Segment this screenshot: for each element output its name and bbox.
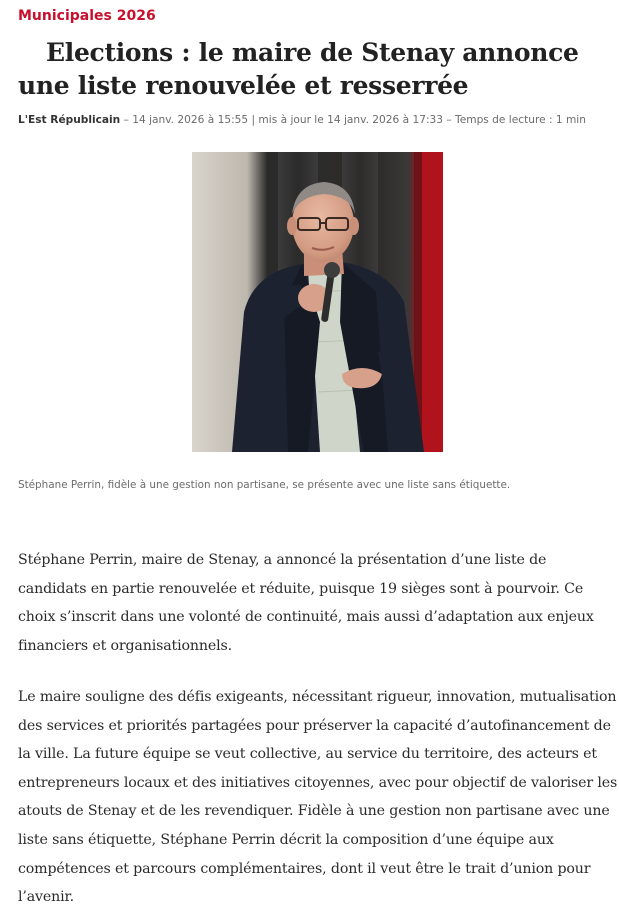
section-kicker[interactable]: Municipales 2026 bbox=[18, 8, 156, 24]
article-paragraph: Stéphane Perrin, maire de Stenay, a annoncé la présentation d’une liste de candidats en partie renouvelée et réduite, puisque 19 sièges sont à pourvoir. Ce choix s’inscrit dans une volonté de continuité, mais aussi d’adaptation aux enjeux financiers et organisationnels. bbox=[18, 552, 594, 654]
source-name[interactable]: L'Est Républicain bbox=[18, 114, 121, 126]
speaker-photo-icon bbox=[192, 152, 443, 452]
article-photo[interactable] bbox=[192, 152, 443, 452]
article-title: Elections : le maire de Stenay annonce une liste renouvelée et resserrée bbox=[18, 38, 579, 100]
publication-details: – 14 janv. 2026 à 15:55 | mis à jour le 14 janv. 2026 à 17:33 – Temps de lecture : 1 min bbox=[120, 114, 586, 126]
article-meta bbox=[18, 114, 586, 126]
photo-caption: Stéphane Perrin, fidèle à une gestion non partisane, se présente avec une liste sans étiquette. bbox=[18, 479, 511, 491]
article-paragraph: Le maire souligne des défis exigeants, nécessitant rigueur, innovation, mutualisation des services et priorités partagées pour préserver la capacité d’autofinancement de la ville. La future équipe se veut collective, au service du territoire, des acteurs et entrepreneurs locaux et des initiatives citoyennes, avec pour objectif de valoriser les atouts de Stenay et de les revendiquer. Fidèle à une gestion non partisane avec une liste sans étiquette, Stéphane Perrin décrit la composition d’une équipe aux compétences et parcours complémentaires, dont il veut être le trait d’union pour l’avenir. bbox=[18, 689, 618, 906]
